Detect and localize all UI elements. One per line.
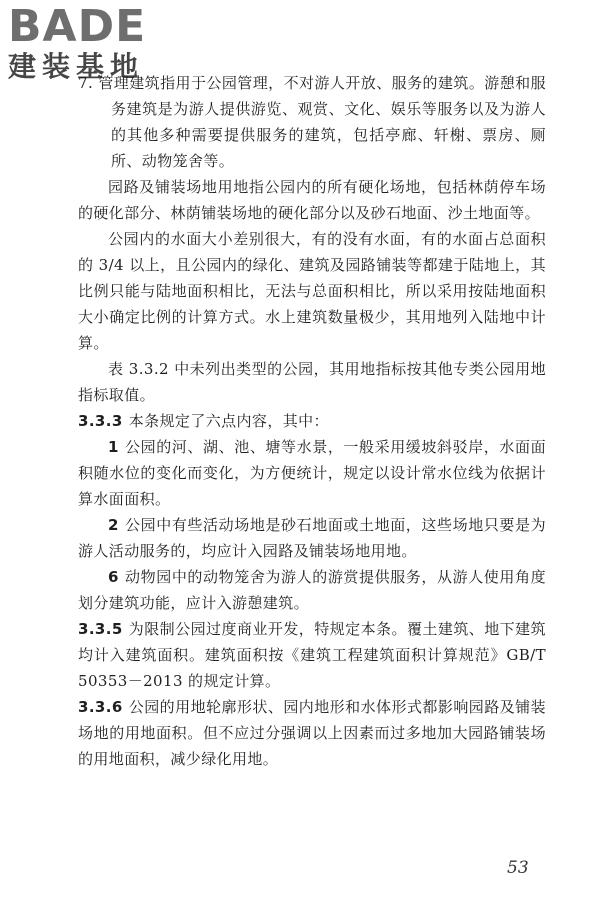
document-body	[78, 70, 546, 772]
clause-text: 公园的用地轮廓形状、园内地形和水体形式都影响园路及铺装场地的用地面积。但不应过分强调以上因素而过多地加大园路铺装场的用地面积，减少绿化用地。	[78, 698, 546, 768]
watermark-subtitle: 建装基地	[8, 50, 145, 83]
body-paragraph: 公园内的水面大小差别很大，有的没有水面，有的水面占总面积的 3/4 以上，且公园内的绿化、建筑及园路铺装等都建于陆地上，其比例只能与陆地面积相比，无法与总面积相比，所以采用按陆地面积大小确定比例的计算方式。水上建筑数量极少，其用地列入陆地中计算。	[78, 230, 546, 352]
page-number: 53	[507, 858, 529, 878]
clause-paragraph	[78, 408, 546, 434]
item-paragraph	[78, 512, 546, 564]
clause-number: 3.3.6	[78, 698, 123, 716]
item-number: 1	[108, 438, 119, 456]
body-paragraph: 表 3.3.2 中未列出类型的公园，其用地指标按其他专类公园用地指标取值。	[78, 360, 546, 404]
item-text: 公园的河、湖、池、塘等水景，一般采用缓坡斜驳岸，水面面积随水位的变化而变化，为方便统计，规定以设计常水位线为依据计算水面面积。	[78, 438, 546, 508]
body-paragraph: 园路及铺装场地用地指公园内的所有硬化场地，包括林荫停车场的硬化部分、林荫铺装场地的硬化部分以及砂石地面、沙土地面等。	[78, 178, 546, 222]
clause-number: 3.3.3	[78, 412, 123, 430]
clause-text: 本条规定了六点内容，其中：	[128, 412, 329, 430]
item-number: 6	[108, 568, 119, 586]
body-paragraph: 7. 管理建筑指用于公园管理，不对游人开放、服务的建筑。游憩和服务建筑是为游人提供游览、观赏、文化、娱乐等服务以及为游人的其他多种需要提供服务的建筑，包括亭廊、轩榭、票房、厕所、动物笼舍等。	[78, 74, 546, 170]
clause-paragraph	[78, 694, 546, 772]
clause-paragraph	[78, 616, 546, 694]
item-number: 2	[108, 516, 119, 534]
clause-number: 3.3.5	[78, 620, 123, 638]
item-paragraph	[78, 564, 546, 616]
item-text: 动物园中的动物笼舍为游人的游赏提供服务，从游人使用角度划分建筑功能，应计入游憩建筑。	[78, 568, 546, 612]
clause-text: 为限制公园过度商业开发，特规定本条。覆土建筑、地下建筑均计入建筑面积。建筑面积按《建筑工程建筑面积计算规范》GB/T 50353－2013 的规定计算。	[78, 620, 546, 690]
item-paragraph	[78, 434, 546, 512]
watermark-brand: BADE	[8, 1, 147, 52]
item-text: 公园中有些活动场地是砂石地面或土地面，这些场地只要是为游人活动服务的，均应计入园路及铺装场地用地。	[78, 516, 546, 560]
